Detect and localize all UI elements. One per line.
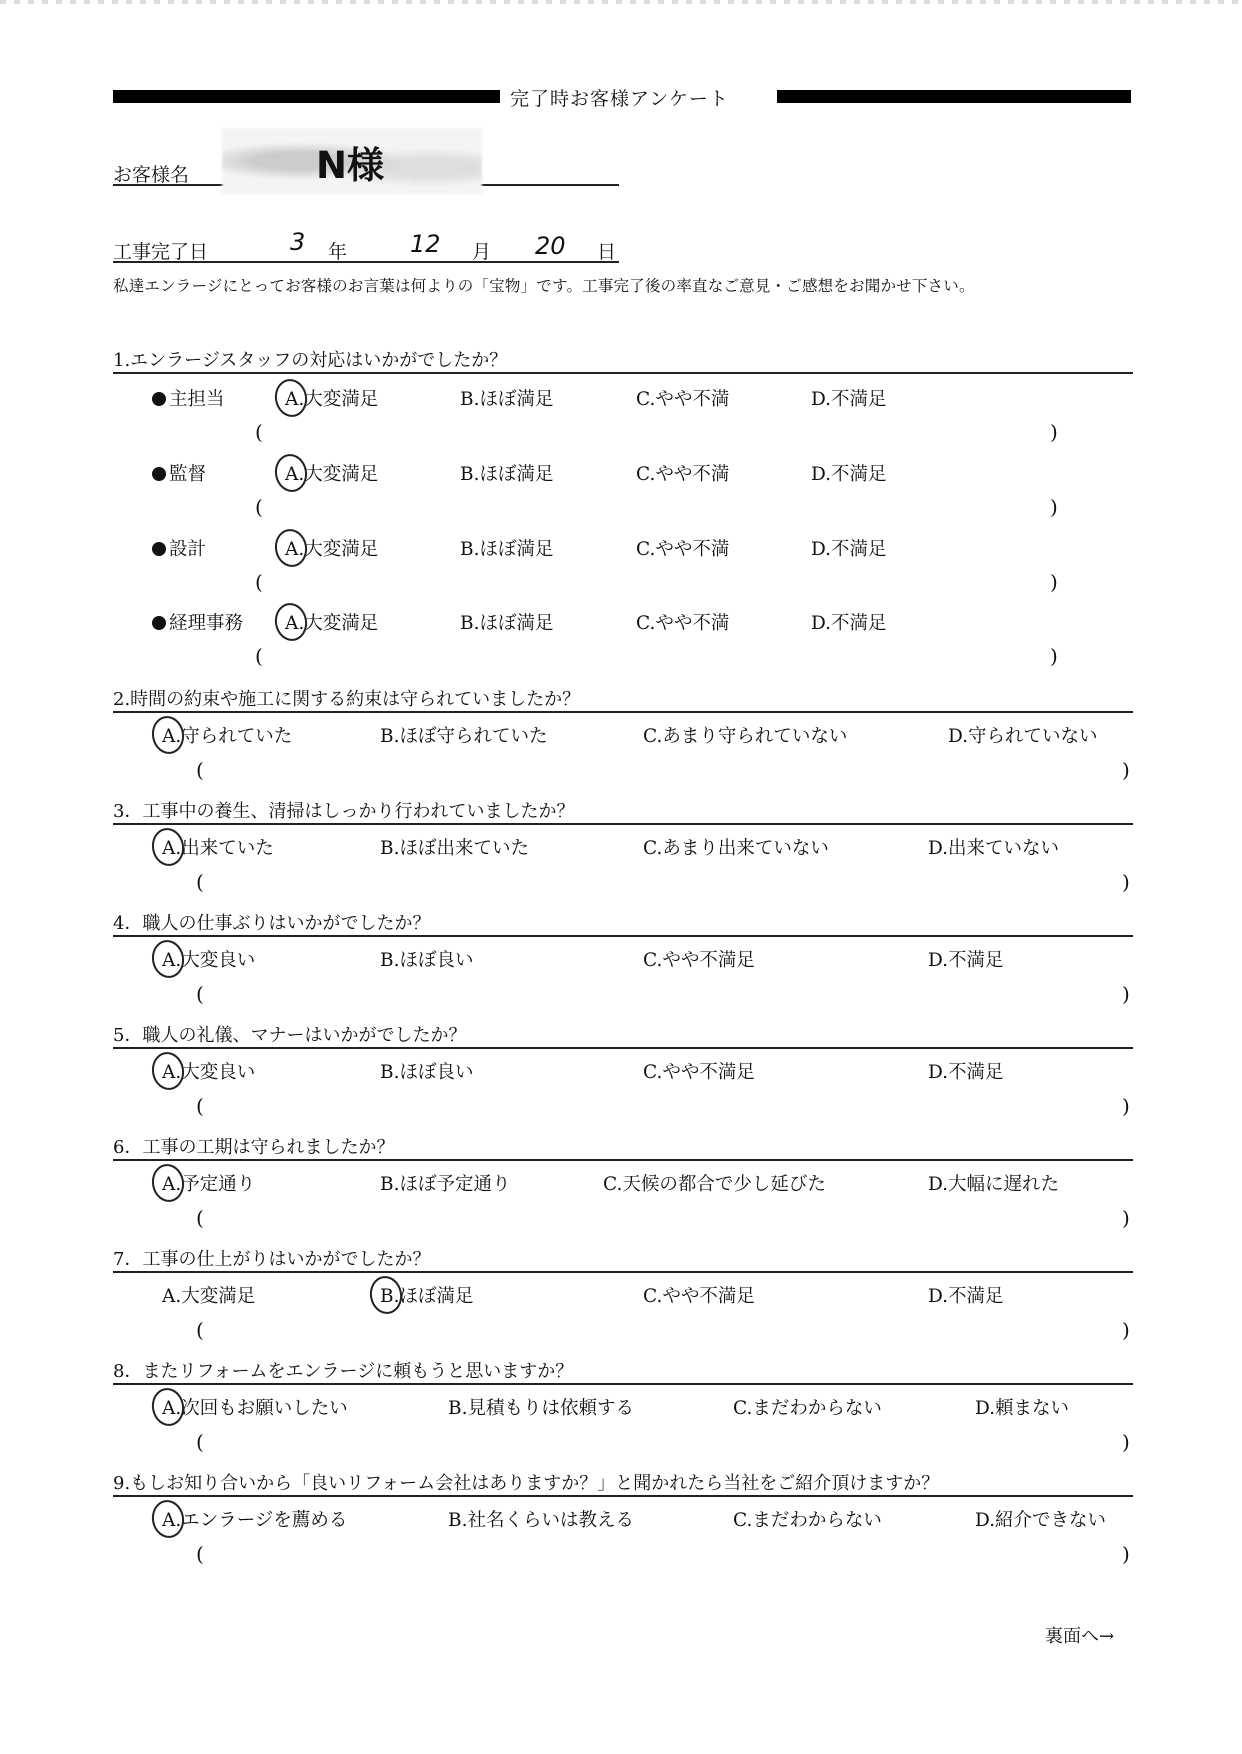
comment-paren-close: ) [1122,1318,1130,1342]
question-option[interactable]: D.頼まない [975,1398,1070,1419]
q1-option[interactable]: D.不満足 [811,539,887,560]
comment-paren-close: ) [1122,1206,1130,1230]
question-option[interactable]: A.出来ていた [162,838,274,859]
question-6-title: 6．工事の工期は守られましたか？ [113,1133,1133,1161]
comment-paren-open[interactable]: ( [196,982,204,1006]
question-option[interactable]: C.やや不満足 [643,1286,755,1307]
comment-paren-close: ) [1122,758,1130,782]
question-8-title: 8．またリフォームをエンラージに頼もうと思いますか？ [113,1357,1133,1385]
q1-option[interactable]: B.ほぼ満足 [460,613,554,634]
comment-paren-close: ) [1050,644,1058,668]
date-day-value: 20 [535,232,566,260]
bullet-icon [152,542,166,556]
q1-option[interactable]: B.ほぼ満足 [460,464,554,485]
question-option[interactable]: A.エンラージを薦める [162,1510,348,1531]
selected-circle-mark [272,452,310,495]
question-option[interactable]: D.出来ていない [928,838,1060,859]
bullet-icon [152,616,166,630]
selected-circle-mark [149,1386,187,1429]
q1-option[interactable]: A.大変満足 [285,389,379,410]
bullet-icon [152,467,166,481]
comment-paren-close: ) [1122,1542,1130,1566]
comment-paren-close: ) [1050,495,1058,519]
comment-paren-open[interactable]: ( [196,1094,204,1118]
question-option[interactable]: A.大変良い [162,950,256,971]
comment-paren-open[interactable]: ( [255,495,263,519]
date-day-unit: 日 [597,241,617,263]
date-month-unit: 月 [472,241,492,263]
q1-row-label-text: 監督 [169,464,207,485]
customer-name-label: お客様名 [113,164,190,186]
q1-option[interactable]: D.不満足 [811,464,887,485]
question-7-title: 7．工事の仕上がりはいかがでしたか？ [113,1245,1133,1273]
question-3-title: 3．工事中の養生、清掃はしっかり行われていましたか？ [113,797,1133,825]
selected-circle-mark [367,1274,405,1317]
q1-option[interactable]: D.不満足 [811,613,887,634]
q1-row-label [152,460,206,486]
question-option[interactable]: A.次回もお願いしたい [162,1398,348,1419]
question-option[interactable]: A.大変満足 [162,1286,256,1307]
date-year-value: 3 [290,228,306,256]
q1-option[interactable]: A.大変満足 [285,464,379,485]
comment-paren-open[interactable]: ( [196,1206,204,1230]
comment-paren-close: ) [1050,420,1058,444]
comment-paren-open[interactable]: ( [196,758,204,782]
question-option[interactable]: D.不満足 [928,950,1004,971]
q1-row-label-text: 主担当 [169,389,225,410]
intro-text: 私達エンラージにとってお客様のお言葉は何よりの「宝物」です。工事完了後の率直なご意見・ご感想をお聞かせ下さい。 [113,277,975,295]
question-option[interactable]: A.予定通り [162,1174,256,1195]
question-option[interactable]: B.ほぼ良い [380,950,474,971]
selected-circle-mark [149,1050,187,1093]
q1-row-label [152,609,243,635]
date-year-unit: 年 [328,241,348,263]
question-option[interactable]: B.ほぼ満足 [380,1286,474,1307]
q1-option[interactable]: A.大変満足 [285,539,379,560]
comment-paren-open[interactable]: ( [196,1542,204,1566]
comment-paren-open[interactable]: ( [196,870,204,894]
q1-row-label [152,535,206,561]
question-option[interactable]: C.まだわからない [733,1398,882,1419]
question-1-title: 1.エンラージスタッフの対応はいかがでしたか？ [113,346,1133,374]
question-option[interactable]: C.まだわからない [733,1510,882,1531]
q1-row-label-text: 経理事務 [169,613,244,634]
comment-paren-close: ) [1122,870,1130,894]
comment-paren-open[interactable]: ( [196,1318,204,1342]
q1-row-label-text: 設計 [169,539,207,560]
q1-option[interactable]: B.ほぼ満足 [460,389,554,410]
question-5-title: 5．職人の礼儀、マナーはいかがでしたか？ [113,1021,1133,1049]
comment-paren-close: ) [1122,1430,1130,1454]
comment-paren-open[interactable]: ( [255,644,263,668]
question-option[interactable]: A.大変良い [162,1062,256,1083]
question-option[interactable]: D.不満足 [928,1062,1004,1083]
question-option[interactable]: B.ほぼ出来ていた [380,838,529,859]
q1-option[interactable]: C.やや不満 [636,613,730,634]
question-2-title: 2.時間の約束や施工に関する約束は守られていましたか？ [113,685,1133,713]
question-option[interactable]: B.ほぼ守られていた [380,726,548,747]
question-option[interactable]: C.やや不満足 [643,1062,755,1083]
q1-option[interactable]: C.やや不満 [636,389,730,410]
question-option[interactable]: D.大幅に遅れた [928,1174,1060,1195]
question-option[interactable]: A.守られていた [162,726,293,747]
customer-name-value: N様 [316,144,384,187]
q1-row-label [152,385,225,411]
q1-option[interactable]: B.ほぼ満足 [460,539,554,560]
question-option[interactable]: C.やや不満足 [643,950,755,971]
comment-paren-close: ) [1050,570,1058,594]
selected-circle-mark [149,1498,187,1541]
selected-circle-mark [149,938,187,981]
question-option[interactable]: B.ほぼ予定通り [380,1174,511,1195]
q1-option[interactable]: C.やや不満 [636,539,730,560]
question-option[interactable]: B.ほぼ良い [380,1062,474,1083]
question-4-title: 4．職人の仕事ぶりはいかがでしたか？ [113,909,1133,937]
question-9-title: 9.もしお知り合いから「良いリフォーム会社はありますか？」と聞かれたら当社をご紹介頂けますか？ [113,1469,1133,1497]
q1-option[interactable]: A.大変満足 [285,613,379,634]
question-option[interactable]: D.紹介できない [975,1510,1107,1531]
question-option[interactable]: B.見積もりは依頼する [448,1398,634,1419]
comment-paren-close: ) [1122,982,1130,1006]
header-bar-left [113,90,500,103]
header-bar-right [777,90,1131,103]
next-page-indicator: 裏面へ→ [1045,1626,1115,1647]
comment-paren-open[interactable]: ( [255,570,263,594]
selected-circle-mark [149,714,187,757]
scan-artifact [0,0,1242,4]
q1-option[interactable]: C.やや不満 [636,464,730,485]
selected-circle-mark [272,527,310,570]
selected-circle-mark [272,377,310,420]
question-option[interactable]: C.天候の都合で少し延びた [603,1174,826,1195]
comment-paren-close: ) [1122,1094,1130,1118]
completion-date-label: 工事完了日 [113,241,209,263]
question-option[interactable]: C.あまり出来ていない [643,838,829,859]
question-option[interactable]: D.守られていない [948,726,1098,747]
comment-paren-open[interactable]: ( [255,420,263,444]
question-option[interactable]: B.社名くらいは教える [448,1510,634,1531]
selected-circle-mark [272,601,310,644]
question-option[interactable]: D.不満足 [928,1286,1004,1307]
comment-paren-open[interactable]: ( [196,1430,204,1454]
selected-circle-mark [149,826,187,869]
page-title: 完了時お客様アンケート [510,88,729,110]
question-option[interactable]: C.あまり守られていない [643,726,848,747]
date-month-value: 12 [410,230,441,258]
selected-circle-mark [149,1162,187,1205]
bullet-icon [152,392,166,406]
q1-option[interactable]: D.不満足 [811,389,887,410]
